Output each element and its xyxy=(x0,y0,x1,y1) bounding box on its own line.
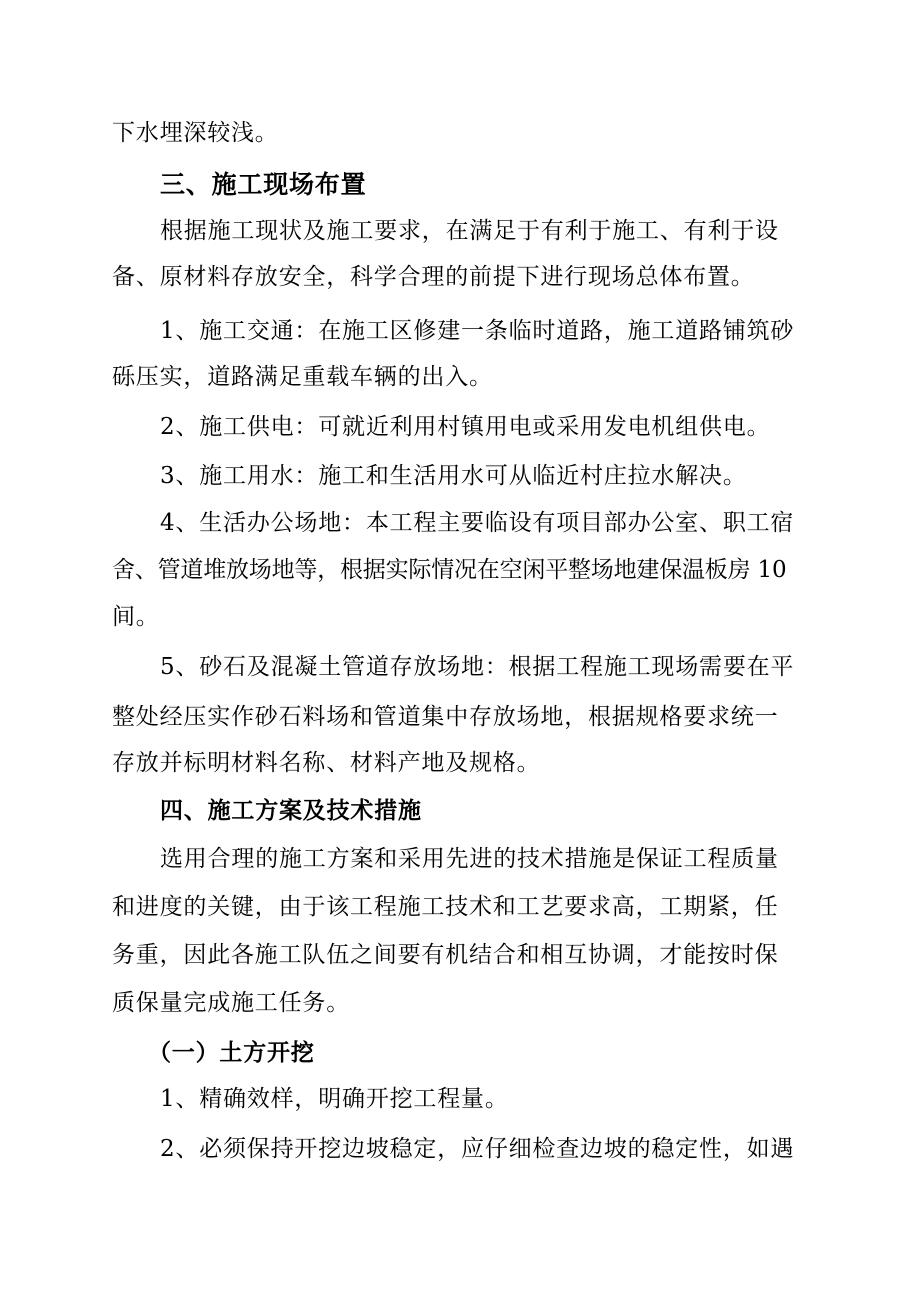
paragraph-line: 1、施工交通：在施工区修建一条临时道路，施工道路铺筑砂 xyxy=(160,318,795,344)
paragraph-line: 根据施工现状及施工要求，在满足于有利于施工、有利于设 xyxy=(160,218,779,244)
paragraph-line: 3、施工用水：施工和生活用水可从临近村庄拉水解决。 xyxy=(160,463,747,489)
paragraph-line: 1、精确效样，明确开挖工程量。 xyxy=(160,1086,509,1112)
paragraph-line: 备、原材料存放安全，科学合理的前提下进行现场总体布置。 xyxy=(112,264,755,290)
paragraph-line: 间。 xyxy=(112,604,160,630)
paragraph-line: 4、生活办公场地：本工程主要临设有项目部办公室、职工宿 xyxy=(160,510,795,536)
subsection-heading: （一）土方开挖 xyxy=(148,1039,315,1066)
paragraph-line: 质保量完成施工任务。 xyxy=(112,990,350,1016)
paragraph-line: 存放并标明材料名称、材料产地及规格。 xyxy=(112,750,541,776)
paragraph-line: 2、必须保持开挖边坡稳定，应仔细检查边坡的稳定性，如遇 xyxy=(160,1136,795,1162)
paragraph-line: 砾压实，道路满足重载车辆的出入。 xyxy=(112,364,493,390)
paragraph-line: 选用合理的施工方案和采用先进的技术措施是保证工程质量 xyxy=(160,846,779,872)
paragraph-line: 务重，因此各施工队伍之间要有机结合和相互协调，才能按时保 xyxy=(112,942,779,968)
paragraph-line: 和进度的关键，由于该工程施工技术和工艺要求高，工期紧，任 xyxy=(112,894,779,920)
section-heading: 三、施工现场布置 xyxy=(160,170,367,199)
section-heading: 四、施工方案及技术措施 xyxy=(160,797,422,824)
paragraph-line: 下水埋深较浅。 xyxy=(112,120,279,146)
paragraph-line: 舍、管道堆放场地等，根据实际情况在空闲平整场地建保温板房 10 xyxy=(112,557,787,583)
paragraph-line: 5、砂石及混凝土管道存放场地：根据工程施工现场需要在平 xyxy=(160,654,795,680)
paragraph-line: 2、施工供电：可就近利用村镇用电或采用发电机组供电。 xyxy=(160,414,771,440)
paragraph-line: 整处经压实作砂石料场和管道集中存放场地，根据规格要求统一 xyxy=(112,704,779,730)
